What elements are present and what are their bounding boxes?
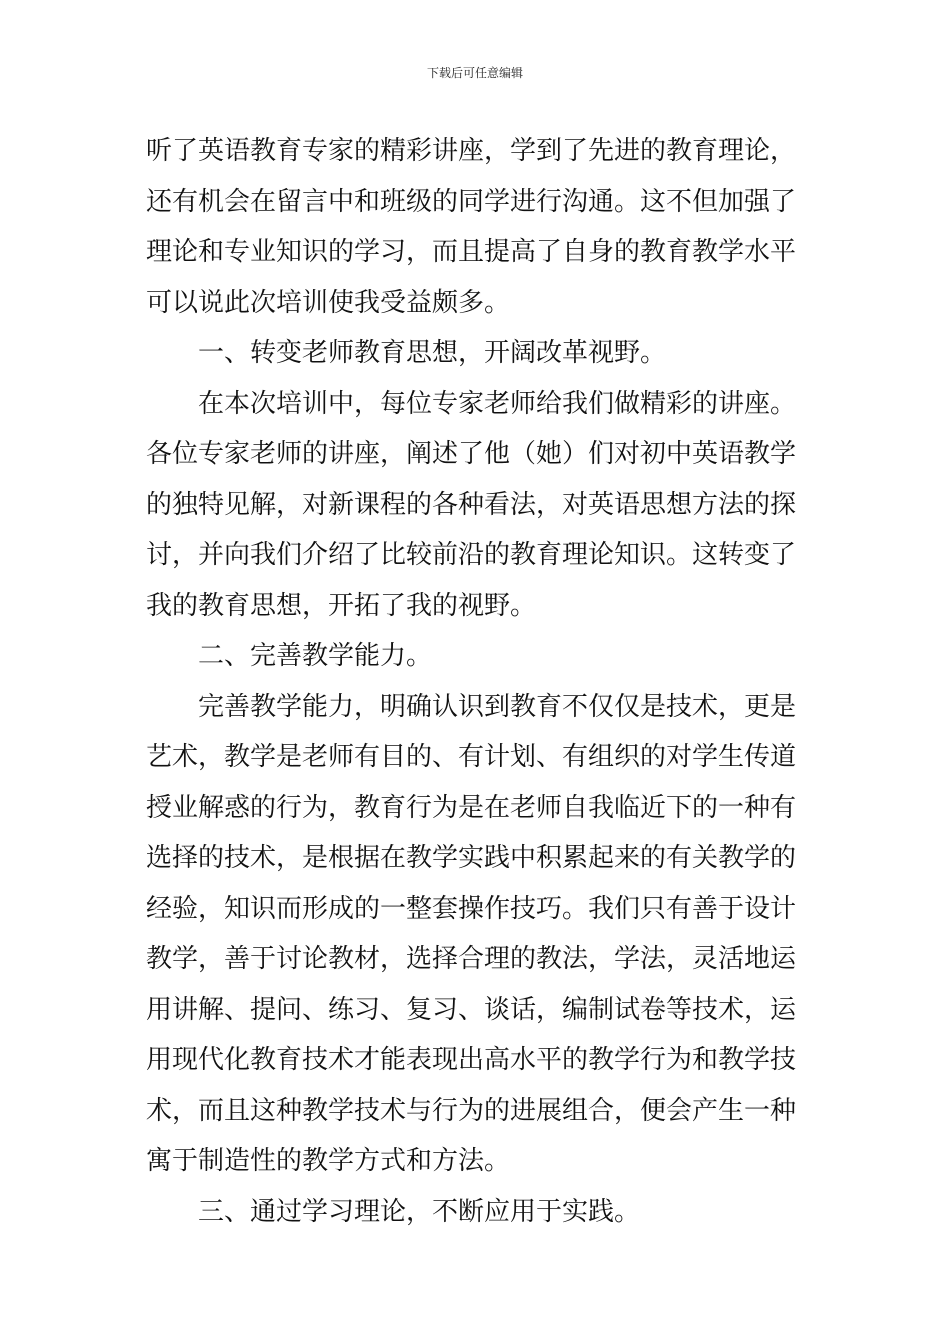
text-line: 艺术，教学是老师有目的、有计划、有组织的对学生传道 xyxy=(146,742,797,772)
text-line: 二、完善教学能力。 xyxy=(198,641,433,671)
text-line: 讨，并向我们介绍了比较前沿的教育理论知识。这转变了 xyxy=(146,540,797,570)
text-line: 我的教育思想，开拓了我的视野。 xyxy=(146,590,537,621)
text-line: 完善教学能力，明确认识到教育不仅仅是技术，更是 xyxy=(198,691,797,722)
text-line: 在本次培训中，每位专家老师给我们做精彩的讲座。 xyxy=(198,388,797,419)
text-line: 教学，善于讨论教材，选择合理的教法，学法，灵活地运 xyxy=(146,944,797,974)
text-line: 经验，知识而形成的一整套操作技巧。我们只有善于设计 xyxy=(146,893,797,924)
text-line: 各位专家老师的讲座，阐述了他（她）们对初中英语教学 xyxy=(146,439,797,469)
page-header: 下载后可任意编辑 xyxy=(426,66,523,80)
text-line: 三、通过学习理论，不断应用于实践。 xyxy=(198,1196,641,1227)
text-line: 授业解惑的行为，教育行为是在老师自我临近下的一种有 xyxy=(146,792,797,823)
text-line: 选择的技术，是根据在教学实践中积累起来的有关教学的 xyxy=(146,843,797,873)
text-line: 听了英语教育专家的精彩讲座，学到了先进的教育理论， xyxy=(146,136,797,166)
text-line: 还有机会在留言中和班级的同学进行沟通。这不但加强了 xyxy=(146,186,797,217)
document-body xyxy=(146,126,808,1237)
text-line: 一、转变老师教育思想，开阔改革视野。 xyxy=(198,338,667,368)
text-line: 的独特见解，对新课程的各种看法，对英语思想方法的探 xyxy=(146,489,797,520)
text-line: 用现代化教育技术才能表现出高水平的教学行为和教学技 xyxy=(146,1045,797,1075)
text-line: 理论和专业知识的学习，而且提高了自身的教育教学水平 xyxy=(146,237,797,267)
text-line: 可以说此次培训使我受益颇多。 xyxy=(146,287,511,318)
text-line: 寓于制造性的教学方式和方法。 xyxy=(146,1146,511,1176)
text-line: 用讲解、提问、练习、复习、谈话，编制试卷等技术，运 xyxy=(146,994,797,1025)
text-line: 术，而且这种教学技术与行为的进展组合，便会产生一种 xyxy=(146,1095,797,1126)
